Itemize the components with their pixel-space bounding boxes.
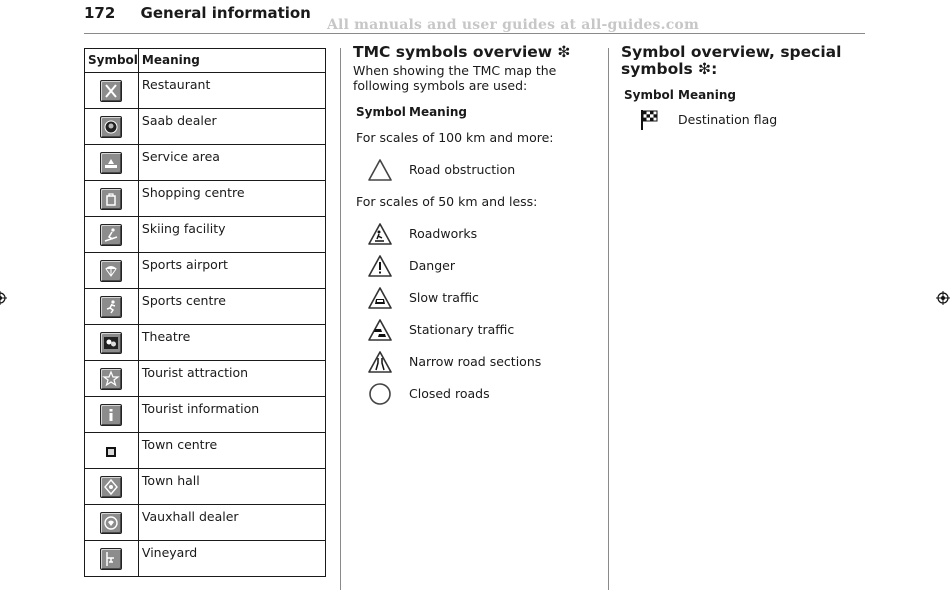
table-row — [85, 433, 326, 469]
restaurant-icon — [100, 80, 122, 102]
table-row — [85, 289, 326, 325]
section-title: General information — [140, 4, 311, 22]
road-obstruction-triangle-icon — [367, 158, 393, 182]
table-row — [85, 73, 326, 109]
tmc-meaning-road-obstruction: Road obstruction — [409, 162, 516, 177]
tmc-symbol-header: Symbol — [356, 105, 406, 119]
table-cell-meaning: Vineyard — [138, 541, 325, 577]
tmc-intro-text: When showing the TMC map the following symbols are used: — [353, 63, 557, 93]
poi-symbol-table — [84, 48, 326, 577]
symbol-column-header: Symbol — [85, 49, 139, 73]
table-cell-meaning: Tourist information — [138, 397, 325, 433]
special-symbol-header: Symbol — [624, 88, 674, 102]
table-row — [85, 505, 326, 541]
table-cell-meaning: Saab dealer — [138, 109, 325, 145]
table-row — [85, 361, 326, 397]
table-row — [85, 109, 326, 145]
column-divider-2 — [608, 48, 609, 590]
registration-mark-right-icon — [936, 291, 950, 305]
reference-mark-icon: ❇: — [698, 60, 718, 78]
tmc-meaning-slow-traffic: Slow traffic — [409, 290, 479, 305]
column-divider-1 — [340, 48, 341, 590]
small-scale-label: For scales of 50 km and less: — [356, 194, 538, 209]
header-divider — [84, 33, 865, 34]
tmc-meaning-narrow-road: Narrow road sections — [409, 354, 542, 369]
tourist-attraction-icon — [100, 368, 122, 390]
sports-airport-icon — [100, 260, 122, 282]
town-hall-icon — [100, 476, 122, 498]
table-row — [85, 181, 326, 217]
table-cell-meaning: Sports centre — [138, 289, 325, 325]
sports-centre-icon — [100, 296, 122, 318]
destination-flag-icon — [639, 108, 659, 132]
table-row — [85, 325, 326, 361]
table-cell-meaning: Town centre — [138, 433, 325, 469]
tmc-meaning-header: Meaning — [409, 105, 467, 119]
vauxhall-dealer-icon — [100, 512, 122, 534]
table-cell-meaning: Vauxhall dealer — [138, 505, 325, 541]
special-meaning-destination-flag: Destination flag — [678, 112, 778, 127]
special-section-title: Symbol overview, special symbols ❇: — [621, 43, 842, 78]
table-row — [85, 217, 326, 253]
meaning-column-header: Meaning — [138, 49, 325, 73]
tmc-meaning-closed-roads: Closed roads — [409, 386, 490, 401]
table-header-row — [85, 49, 326, 73]
table-cell-meaning: Restaurant — [138, 73, 325, 109]
closed-roads-circle-icon — [367, 381, 393, 407]
tourist-information-icon — [100, 404, 122, 426]
table-row — [85, 469, 326, 505]
table-cell-meaning: Service area — [138, 145, 325, 181]
table-cell-meaning: Shopping centre — [138, 181, 325, 217]
stationary-traffic-triangle-icon — [367, 318, 393, 342]
page-number: 172 — [84, 4, 116, 22]
table-row — [85, 253, 326, 289]
narrow-road-triangle-icon — [367, 350, 393, 374]
skiing-facility-icon — [100, 224, 122, 246]
town-centre-icon — [106, 447, 116, 457]
shopping-centre-icon — [100, 188, 122, 210]
table-row — [85, 145, 326, 181]
table-cell-meaning: Theatre — [138, 325, 325, 361]
slow-traffic-triangle-icon — [367, 286, 393, 310]
tmc-meaning-stationary-traffic: Stationary traffic — [409, 322, 515, 337]
table-row — [85, 397, 326, 433]
tmc-section-title: TMC symbols overview ❇ — [353, 43, 571, 61]
tmc-meaning-roadworks: Roadworks — [409, 226, 478, 241]
watermark: All manuals and user guides at all-guides.com — [327, 17, 699, 33]
table-cell-meaning: Skiing facility — [138, 217, 325, 253]
special-meaning-header: Meaning — [678, 88, 736, 102]
reference-mark-icon: ❇ — [557, 43, 571, 61]
table-row — [85, 541, 326, 577]
tmc-meaning-danger: Danger — [409, 258, 455, 273]
service-area-icon — [100, 152, 122, 174]
page-header — [84, 4, 311, 22]
theatre-icon — [100, 332, 122, 354]
danger-triangle-icon — [367, 254, 393, 278]
large-scale-label: For scales of 100 km and more: — [356, 130, 554, 145]
saab-dealer-icon — [100, 116, 122, 138]
table-cell-meaning: Sports airport — [138, 253, 325, 289]
vineyard-icon — [100, 548, 122, 570]
table-cell-meaning: Town hall — [138, 469, 325, 505]
table-cell-meaning: Tourist attraction — [138, 361, 325, 397]
registration-mark-left-icon — [0, 291, 7, 305]
roadworks-triangle-icon — [367, 222, 393, 246]
